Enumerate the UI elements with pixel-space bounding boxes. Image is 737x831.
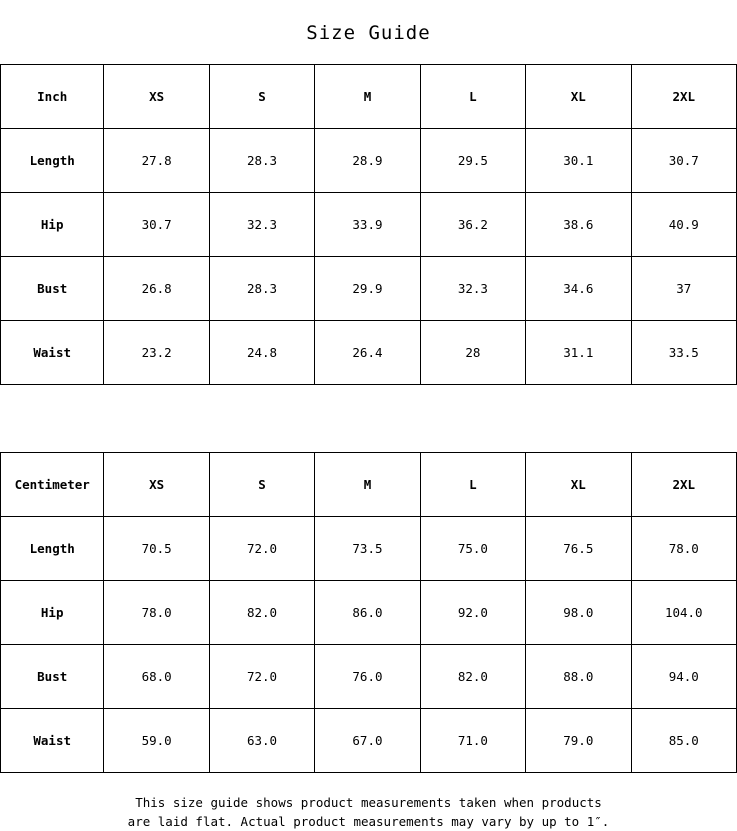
table-row [1, 193, 737, 257]
cell-hip-xl: 38.6 [526, 193, 631, 257]
cell-hip-s: 82.0 [209, 581, 314, 645]
cell-waist-m: 67.0 [315, 709, 420, 773]
cell-hip-xs: 78.0 [104, 581, 209, 645]
row-label-length: Length [1, 129, 104, 193]
cell-length-xs: 70.5 [104, 517, 209, 581]
cell-bust-s: 72.0 [209, 645, 314, 709]
table-spacer [0, 385, 737, 452]
size-guide-footnote [0, 773, 737, 831]
cell-hip-l: 36.2 [420, 193, 525, 257]
table-row [1, 129, 737, 193]
table-row [1, 645, 737, 709]
cell-length-xl: 76.5 [526, 517, 631, 581]
table-row [1, 321, 737, 385]
column-header-s: S [209, 65, 314, 129]
cell-bust-m: 29.9 [315, 257, 420, 321]
cell-length-l: 75.0 [420, 517, 525, 581]
row-label-bust: Bust [1, 645, 104, 709]
column-header-s: S [209, 453, 314, 517]
column-header-xl: XL [526, 453, 631, 517]
cell-bust-s: 28.3 [209, 257, 314, 321]
cell-length-l: 29.5 [420, 129, 525, 193]
page-title: Size Guide [306, 22, 431, 44]
cell-length-2xl: 78.0 [631, 517, 736, 581]
cell-bust-l: 32.3 [420, 257, 525, 321]
cell-hip-s: 32.3 [209, 193, 314, 257]
column-header-xs: XS [104, 65, 209, 129]
cell-hip-2xl: 104.0 [631, 581, 736, 645]
column-header-2xl: 2XL [631, 453, 736, 517]
column-header-2xl: 2XL [631, 65, 736, 129]
cell-waist-m: 26.4 [315, 321, 420, 385]
column-header-unit: Inch [1, 65, 104, 129]
row-label-waist: Waist [1, 709, 104, 773]
cell-waist-l: 71.0 [420, 709, 525, 773]
cell-length-m: 28.9 [315, 129, 420, 193]
cell-hip-2xl: 40.9 [631, 193, 736, 257]
cell-length-2xl: 30.7 [631, 129, 736, 193]
cell-length-s: 28.3 [209, 129, 314, 193]
cell-hip-m: 86.0 [315, 581, 420, 645]
column-header-l: L [420, 453, 525, 517]
cell-bust-l: 82.0 [420, 645, 525, 709]
cell-length-xs: 27.8 [104, 129, 209, 193]
cell-waist-xl: 31.1 [526, 321, 631, 385]
cell-waist-s: 24.8 [209, 321, 314, 385]
cell-waist-l: 28 [420, 321, 525, 385]
cell-length-xl: 30.1 [526, 129, 631, 193]
column-header-l: L [420, 65, 525, 129]
inch-measurements-table [0, 64, 737, 385]
cell-waist-2xl: 33.5 [631, 321, 736, 385]
table-row [1, 257, 737, 321]
cell-length-s: 72.0 [209, 517, 314, 581]
centimeter-measurements-table [0, 452, 737, 773]
row-label-hip: Hip [1, 193, 104, 257]
cell-waist-xs: 59.0 [104, 709, 209, 773]
cell-waist-xs: 23.2 [104, 321, 209, 385]
cell-bust-2xl: 94.0 [631, 645, 736, 709]
cell-bust-xl: 88.0 [526, 645, 631, 709]
row-label-length: Length [1, 517, 104, 581]
cell-waist-xl: 79.0 [526, 709, 631, 773]
column-header-m: M [315, 65, 420, 129]
table-row [1, 709, 737, 773]
column-header-xs: XS [104, 453, 209, 517]
cell-length-m: 73.5 [315, 517, 420, 581]
row-label-waist: Waist [1, 321, 104, 385]
column-header-unit: Centimeter [1, 453, 104, 517]
footnote-line-2: are laid flat. Actual product measurements may vary by up to 1″. [127, 814, 610, 829]
cell-hip-l: 92.0 [420, 581, 525, 645]
table-header-row [1, 453, 737, 517]
cell-waist-2xl: 85.0 [631, 709, 736, 773]
cell-bust-xs: 26.8 [104, 257, 209, 321]
cell-hip-xs: 30.7 [104, 193, 209, 257]
table-header-row [1, 65, 737, 129]
cell-hip-m: 33.9 [315, 193, 420, 257]
cell-bust-m: 76.0 [315, 645, 420, 709]
table-row [1, 517, 737, 581]
table-row [1, 581, 737, 645]
column-header-m: M [315, 453, 420, 517]
cell-bust-xl: 34.6 [526, 257, 631, 321]
column-header-xl: XL [526, 65, 631, 129]
row-label-bust: Bust [1, 257, 104, 321]
cell-bust-2xl: 37 [631, 257, 736, 321]
row-label-hip: Hip [1, 581, 104, 645]
footnote-line-1: This size guide shows product measurements taken when products [135, 795, 602, 810]
cell-bust-xs: 68.0 [104, 645, 209, 709]
cell-hip-xl: 98.0 [526, 581, 631, 645]
cell-waist-s: 63.0 [209, 709, 314, 773]
